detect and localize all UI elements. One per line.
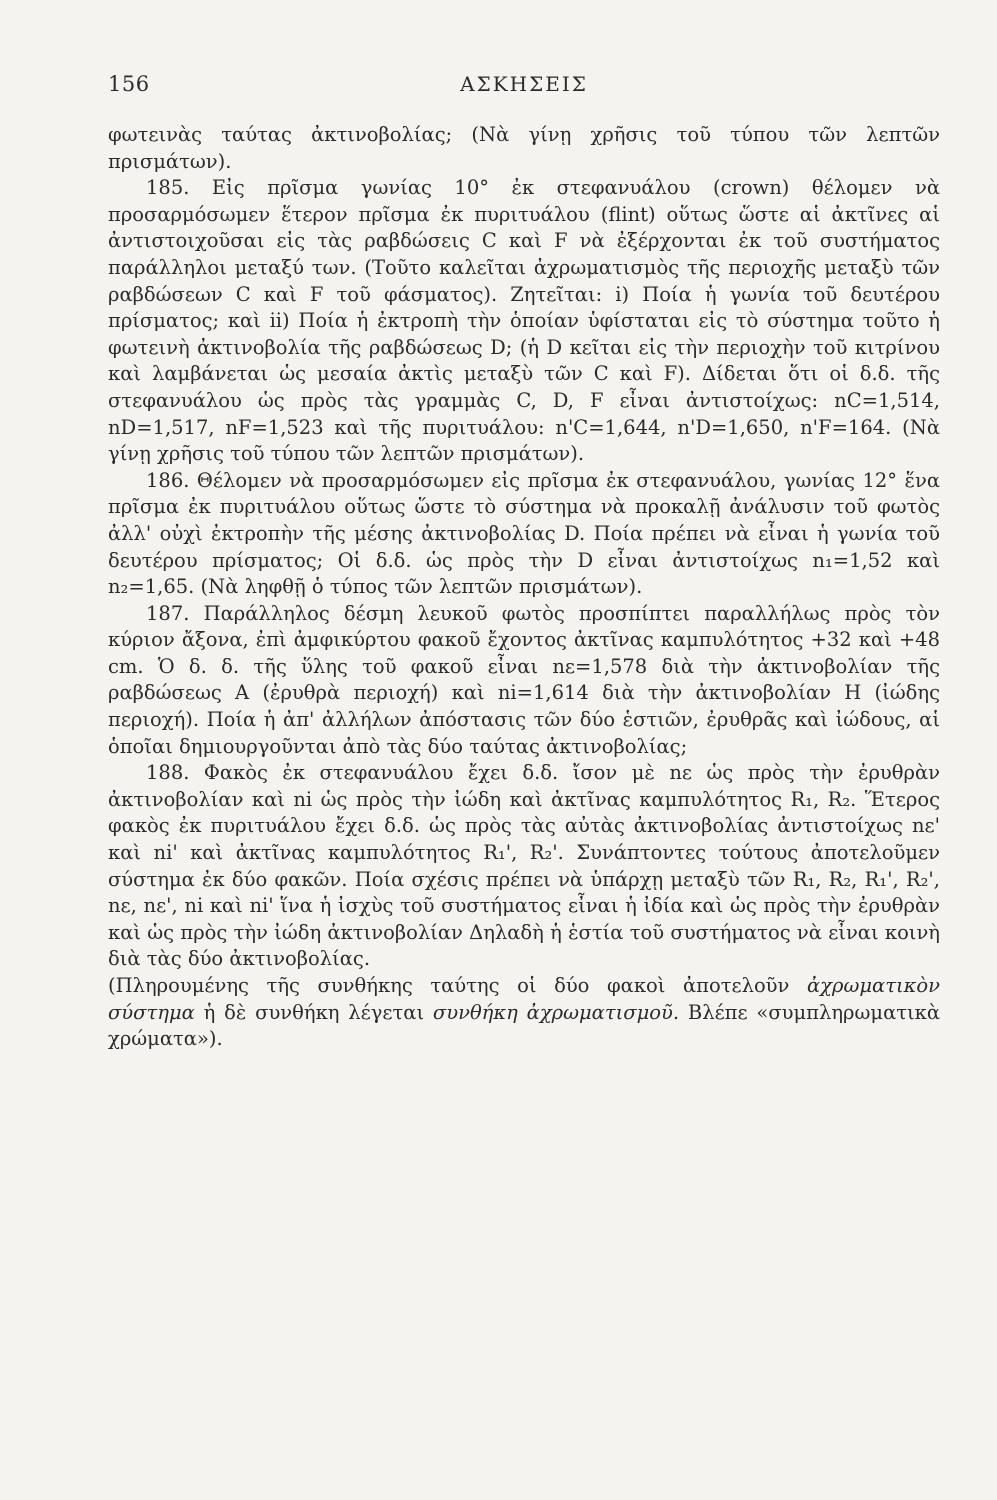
body-text: [108, 122, 940, 1053]
exercise-187: [108, 601, 940, 761]
exercise-number: 188.: [146, 761, 190, 785]
exercise-text: Εἰς πρῖσμα γωνίας 10° ἐκ στεφανυάλου (crown) θέλομεν νὰ προσαρμόσωμεν ἕτερον πρῖσμα ἐκ πυριτυάλου (flint) οὕτως ὥστε αἱ ἀκτῖνες αἱ ἀντιστοιχοῦσαι εἰς τὰς ραβδώσεις C καὶ F νὰ ἐξέρχονται ἐκ τοῦ συστήματος παράλληλοι μεταξύ των. (Τοῦτο καλεῖται ἀχρωματισμὸς τῆς περιοχῆς μεταξὺ τῶν ραβδώσεων C καὶ F τοῦ φάσματος). Ζητεῖται: i) Ποία ἡ γωνία τοῦ δευτέρου πρίσματος; καὶ ii) Ποία ἡ ἐκτροπὴ τὴν ὁποίαν ὑφίσταται εἰς τὸ σύστημα τοῦτο ἡ φωτεινὴ ἀκτινοβολία τῆς ραβδώσεως D; (ἡ D κεῖται εἰς τὴν περιοχὴν τοῦ κιτρίνου καὶ λαμβάνεται ὡς μεσαία ἀκτὶς μεταξὺ τῶν C καὶ F). Δίδεται ὅτι οἱ δ.δ. τῆς στεφανυάλου ὡς πρὸς τὰς γραμμὰς C, D, F εἶναι ἀντιστοίχως: nC=1,514, nD=1,517, nF=1,523 καὶ τῆς πυριτυάλου: n'C=1,644, n'D=1,650, n'F=164. (Νὰ γίνῃ χρῆσις τοῦ τύπου τῶν λεπτῶν πρισμάτων).: [108, 176, 940, 466]
exercise-text: Παράλληλος δέσμη λευκοῦ φωτὸς προσπίπτει παραλλήλως πρὸς τὸν κύριον ἄξονα, ἐπὶ ἀμφικύρτου φακοῦ ἔχοντος ἀκτῖνας καμπυλότητος +32 καὶ +48 cm. Ὁ δ. δ. τῆς ὕλης τοῦ φακοῦ εἶναι nε=1,578 διὰ τὴν ἀκτινοβολίαν τῆς ραβδώσεως Α (ἐρυθρὰ περιοχή) καὶ ni=1,614 διὰ τὴν ἀκτινοβολίαν Η (ἰώδης περιοχή). Ποία ἡ ἀπ' ἀλλήλων ἀπόστασις τῶν δύο ἑστιῶν, ἐρυθρᾶς καὶ ἰώδους, αἱ ὁποῖαι δημιουργοῦνται ἀπὸ τὰς δύο ταύτας ἀκτινοβολίας;: [108, 601, 940, 758]
page-number: 156: [108, 72, 150, 96]
exercise-number: 185.: [146, 176, 190, 200]
note-italic-term-1: ἀχρωματικὸν σύστημα: [108, 974, 941, 1024]
exercise-text: Θέλομεν νὰ προσαρμόσωμεν εἰς πρῖσμα ἐκ στεφανυάλου, γωνίας 12° ἕνα πρῖσμα ἐκ πυριτυάλου οὕτως ὥστε τὸ σύστημα νὰ προκαλῇ ἀνάλυσιν τοῦ φωτὸς ἀλλ' οὐχὶ ἐκτροπὴν τῆς μέσης ἀκτινοβολίας D. Ποία πρέπει νὰ εἶναι ἡ γωνία τοῦ δευτέρου πρίσματος; Οἱ δ.δ. ὡς πρὸς τὴν D εἶναι ἀντιστοίχως n₁=1,52 καὶ n₂=1,65. (Νὰ ληφθῇ ὁ τύπος τῶν λεπτῶν πρισμάτων).: [108, 468, 940, 599]
continuation-paragraph: φωτεινὰς ταύτας ἀκτινοβολίας; (Νὰ γίνῃ χρῆσις τοῦ τύπου τῶν λεπτῶν πρισμάτων).: [108, 123, 940, 173]
exercise-text: Φακὸς ἐκ στεφανυάλου ἔχει δ.δ. ἴσον μὲ nε ὡς πρὸς τὴν ἐρυθρὰν ἀκτινοβολίαν καὶ ni ὡς πρὸς τὴν ἰώδη καὶ ἀκτῖνας καμπυλότητος R₁, R₂. Ἕτερος φακὸς ἐκ πυριτυάλου ἔχει δ.δ. ὡς πρὸς τὰς αὐτὰς ἀκτινοβολίας ἀντιστοίχως nε' καὶ ni' καὶ ἀκτῖνας καμπυλότητος R₁', R₂'. Συνάπτοντες τούτους ἀποτελοῦμεν σύστημα ἐκ δύο φακῶν. Ποία σχέσις πρέπει νὰ ὑπάρχῃ μεταξὺ τῶν R₁, R₂, R₁', R₂', nε, nε', ni καὶ ni' ἵνα ἡ ἰσχὺς τοῦ συστήματος εἶναι ἡ ἰδία καὶ ὡς πρὸς τὴν ἐρυθρὰν καὶ ὡς πρὸς τὴν ἰώδη ἀκτινοβολίαν Δηλαδὴ ἡ ἑστία τοῦ συστήματος νὰ εἶναι κοινὴ διὰ τὰς δύο ἀκτινοβολίας.: [108, 761, 940, 971]
running-title: ΑΣΚΗΣΕΙΣ: [460, 72, 588, 96]
note-close: Βλέπε «συμπληρωματικὰ χρώματα»).: [108, 1000, 941, 1051]
exercise-186: [108, 468, 940, 601]
exercise-number: 187.: [146, 601, 190, 625]
exercise-188: [108, 760, 940, 973]
exercise-188-note: [108, 973, 940, 1053]
note-open: (Πληρουμένης τῆς συνθήκης ταύτης οἱ δύο φακοὶ ἀποτελοῦν: [108, 974, 790, 997]
exercise-number: 186.: [146, 468, 190, 492]
exercise-185: [108, 175, 940, 468]
note-mid: ἡ δὲ συνθήκη λέγεται: [203, 1000, 425, 1024]
page-header: [108, 72, 940, 102]
note-italic-term-2: συνθήκη ἀχρωματισμοῦ.: [432, 1000, 680, 1024]
